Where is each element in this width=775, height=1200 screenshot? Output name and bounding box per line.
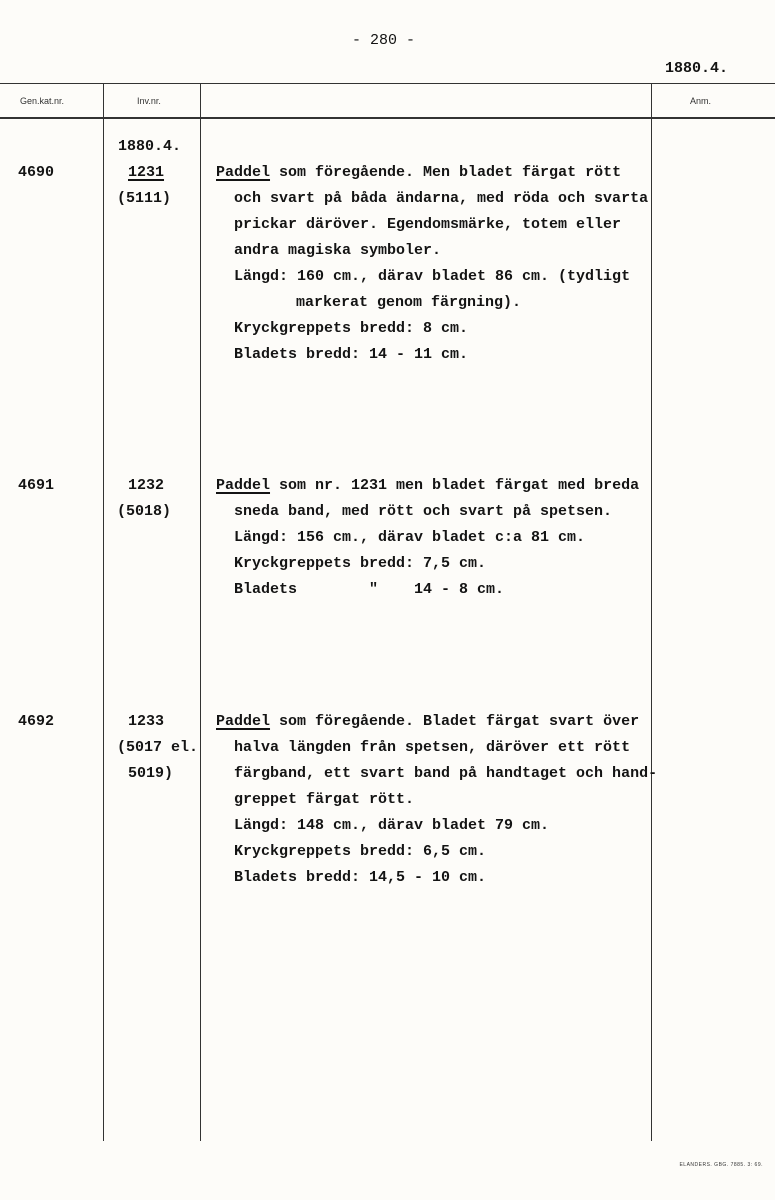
- description-line: andra magiska symboler.: [234, 242, 442, 259]
- object-title: Paddel: [216, 713, 271, 730]
- description-line: [216, 477, 639, 494]
- inv-number: 1231: [128, 164, 165, 181]
- header-catalog-ref: 1880.4.: [665, 60, 729, 77]
- description-line: färgband, ett svart band på handtaget och hand-: [234, 765, 658, 782]
- group-label: 1880.4.: [118, 138, 182, 155]
- object-title: Paddel: [216, 477, 271, 494]
- description-line: Bladets bredd: 14,5 - 10 cm.: [234, 869, 487, 886]
- column-divider-2: [200, 83, 201, 1141]
- description-line: Kryckgreppets bredd: 7,5 cm.: [234, 555, 487, 572]
- description-line: Längd: 160 cm., därav bladet 86 cm. (tydligt: [234, 268, 631, 285]
- printer-imprint: ELANDERS. GBG. 7885. 3: 69.: [679, 1162, 763, 1168]
- column-divider-1: [103, 83, 104, 1141]
- column-header-gen-kat: Gen.kat.nr.: [20, 96, 65, 106]
- header-top-rule: [0, 83, 775, 84]
- description-line: [216, 713, 639, 730]
- description-line: Längd: 156 cm., därav bladet c:a 81 cm.: [234, 529, 586, 546]
- description-line: markerat genom färgning).: [296, 294, 522, 311]
- description-line: och svart på båda ändarna, med röda och svarta: [234, 190, 649, 207]
- gen-kat-number: 4691: [18, 477, 55, 494]
- gen-kat-number: 4690: [18, 164, 55, 181]
- inv-old-number: 5019): [128, 765, 174, 782]
- description-line: sneda band, med rött och svart på spetsen.: [234, 503, 613, 520]
- description-line: [216, 164, 621, 181]
- inv-number: 1232: [128, 477, 165, 494]
- gen-kat-number: 4692: [18, 713, 55, 730]
- header-bottom-rule: [0, 117, 775, 119]
- inv-old-number: (5018): [117, 503, 172, 520]
- description-first-line: som föregående. Men bladet färgat rött: [270, 164, 622, 181]
- description-line: Kryckgreppets bredd: 8 cm.: [234, 320, 469, 337]
- column-divider-3: [651, 83, 652, 1141]
- description-line: greppet färgat rött.: [234, 791, 415, 808]
- page-number: - 280 -: [352, 32, 416, 49]
- description-line: Bladets bredd: 14 - 11 cm.: [234, 346, 469, 363]
- description-line: Längd: 148 cm., därav bladet 79 cm.: [234, 817, 550, 834]
- inv-old-number: (5111): [117, 190, 172, 207]
- column-header-inv: Inv.nr.: [137, 96, 161, 106]
- description-line: halva längden från spetsen, däröver ett rött: [234, 739, 631, 756]
- object-title: Paddel: [216, 164, 271, 181]
- description-line: Kryckgreppets bredd: 6,5 cm.: [234, 843, 487, 860]
- description-first-line: som föregående. Bladet färgat svart över: [270, 713, 640, 730]
- description-line: Bladets " 14 - 8 cm.: [234, 581, 505, 598]
- description-line: prickar däröver. Egendomsmärke, totem eller: [234, 216, 622, 233]
- inv-old-number: (5017 el.: [117, 739, 199, 756]
- description-first-line: som nr. 1231 men bladet färgat med breda: [270, 477, 640, 494]
- column-header-anm: Anm.: [690, 96, 712, 106]
- inv-number: 1233: [128, 713, 165, 730]
